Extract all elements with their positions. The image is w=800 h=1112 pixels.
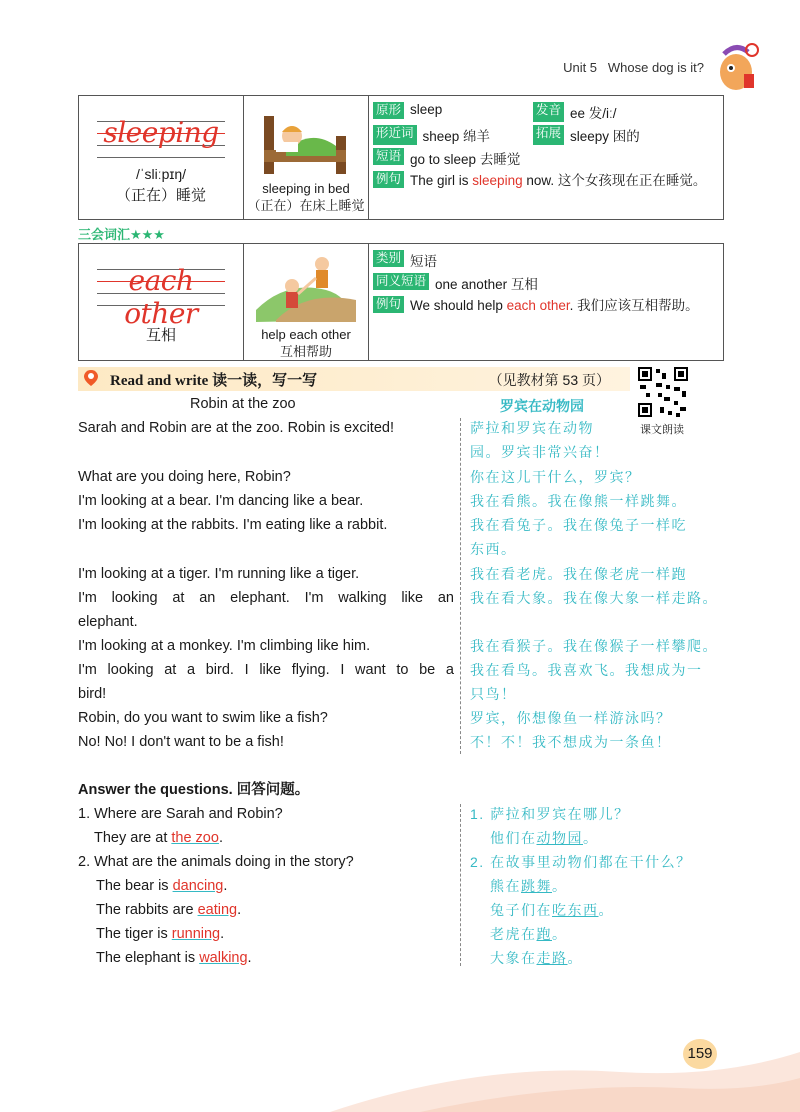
mascot-illustration: [714, 40, 760, 92]
word-cell: [79, 244, 244, 361]
tag-example: 例句: [373, 171, 404, 188]
story-line-cn: 我在看兔子。我在像兔子一样吃: [470, 517, 687, 533]
answer-highlight-cn: 跳舞: [521, 878, 552, 894]
synonym: one another 互相: [435, 277, 538, 292]
answer-text-post: .: [218, 830, 223, 846]
example-highlight: each other: [506, 298, 570, 313]
pronunciation: ee 发/iː/: [570, 106, 617, 121]
answer-highlight: the zoo: [171, 830, 219, 846]
example-text-post: . 我们应该互相帮助。: [569, 298, 699, 313]
answer-2-line: [96, 874, 227, 898]
children-helping-illustration: [256, 250, 356, 322]
story-line: Robin, do you want to swim like a fish?: [78, 710, 328, 726]
textbook-reference: （见教材第 53 页）: [488, 372, 610, 388]
extension: sleepy 困的: [570, 129, 640, 144]
story-line: I'm looking at a bear. I'm dancing like a bear.: [78, 493, 364, 509]
answer-highlight-cn: 跑: [536, 926, 552, 942]
answer-highlight-cn: 动物园: [536, 830, 583, 846]
answer-text: The elephant is: [96, 950, 200, 966]
story-line-cn: 你在这儿干什么，罗宾？: [470, 469, 641, 485]
answer-1: [94, 826, 223, 850]
picture-cell: [244, 96, 369, 220]
question-2-cn: 2. 在故事里动物们都在干什么？: [470, 854, 692, 870]
tag-similar-word: 形近词: [373, 125, 417, 145]
image-caption-cn: 互相帮助: [279, 344, 332, 359]
category: 短语: [410, 254, 438, 269]
answer-2-line: [96, 946, 252, 970]
boy-sleeping-illustration: [256, 106, 356, 176]
tag-example: 例句: [373, 296, 404, 313]
story-line-cn: 东西。: [470, 541, 517, 557]
answer-highlight: eating: [197, 902, 238, 918]
answer-text-cn: 熊在: [490, 878, 521, 894]
example-sentence: [410, 296, 699, 316]
story-line: I'm looking at a bird. I like flying. I want to be a: [78, 662, 454, 678]
answer-text: They are at: [94, 830, 172, 846]
story-line: I'm looking at the rabbits. I'm eating like a rabbit.: [78, 517, 388, 533]
story-line-cn: 园。罗宾非常兴奋！: [470, 444, 610, 460]
story-line-cn: 萨拉和罗宾在动物: [470, 420, 594, 436]
answers-heading: Answer the questions. 回答问题。: [78, 782, 310, 798]
answer-text-cn-post: 。: [552, 878, 568, 894]
vocab-card-sleeping: [78, 95, 724, 220]
vocab-word: each other: [124, 264, 198, 330]
answer-highlight-cn: 吃东西: [552, 902, 599, 918]
answer-text: The rabbits are: [96, 902, 198, 918]
level-label: 三会词汇★★★: [78, 227, 165, 242]
page-number: 159: [683, 1039, 717, 1069]
story-line-cn: 不！不！我不想成为一条鱼！: [470, 734, 672, 750]
tag-phrase: 短语: [373, 148, 404, 165]
unit-label: Unit 5: [563, 60, 598, 75]
running-header: [563, 60, 704, 75]
word-meaning: （正在）睡觉: [115, 187, 206, 204]
story-line-cn: 只鸟！: [470, 686, 517, 702]
story-line: I'm looking at a tiger. I'm running like a tiger.: [78, 566, 360, 582]
info-cell: [369, 244, 724, 361]
example-sentence: [410, 171, 706, 191]
answer-2-line: [96, 898, 241, 922]
story-line: bird!: [78, 686, 107, 702]
answer-text-cn-post: 。: [552, 926, 568, 942]
question-2: 2. What are the animals doing in the story?: [78, 854, 354, 870]
answer-text-cn: 他们在: [490, 830, 537, 846]
qr-code-icon[interactable]: [636, 365, 690, 419]
story-line-cn: 罗宾，你想像鱼一样游泳吗？: [470, 710, 672, 726]
story-line: I'm looking at an elephant. I'm walking like an: [78, 590, 454, 606]
base-form: sleep: [410, 102, 443, 117]
story-line: No! No! I don't want to be a fish!: [78, 734, 284, 750]
story-line-cn: 我在看猴子。我在像猴子一样攀爬。: [470, 638, 718, 654]
story-line: I'm looking at a monkey. I'm climbing like him.: [78, 638, 371, 654]
answer-text-post: .: [220, 926, 225, 942]
answer-1-cn: [490, 826, 746, 850]
story-line: Sarah and Robin are at the zoo. Robin is excited!: [78, 420, 394, 436]
column-divider: [460, 804, 461, 966]
answer-text-cn: 兔子们在: [490, 902, 552, 918]
word-cell: [79, 96, 244, 220]
location-pin-icon: [82, 369, 100, 387]
answer-text: The bear is: [96, 878, 173, 894]
info-cell: [369, 96, 724, 220]
answer-2-cn: [490, 898, 746, 922]
unit-title: Whose dog is it?: [607, 60, 704, 75]
image-caption-en: sleeping in bed: [262, 181, 350, 196]
vocab-card-each-other: [78, 243, 724, 361]
qr-label: 课文朗读: [640, 424, 684, 436]
section-banner: [78, 367, 630, 391]
answer-text: The tiger is: [96, 926, 172, 942]
image-caption-en: help each other: [261, 327, 351, 342]
answer-text-cn-post: 。: [583, 830, 599, 846]
answer-text-cn: 老虎在: [490, 926, 537, 942]
answer-highlight: dancing: [172, 878, 224, 894]
question-1-cn: 1. 萨拉和罗宾在哪儿？: [470, 806, 630, 822]
tag-extension: 拓展: [533, 125, 564, 145]
answer-2-cn: [490, 946, 746, 970]
phrase: go to sleep 去睡觉: [410, 152, 521, 167]
example-text-post: now. 这个女孩现在正在睡觉。: [522, 173, 707, 188]
story-line: What are you doing here, Robin?: [78, 469, 291, 485]
example-highlight: sleeping: [472, 173, 523, 188]
image-caption-cn: （正在）在床上睡觉: [247, 198, 365, 213]
tag-category: 类别: [373, 250, 404, 267]
tag-pronunciation: 发音: [533, 102, 564, 122]
story-title-en: Robin at the zoo: [190, 396, 296, 412]
answer-highlight: walking: [199, 950, 248, 966]
story-line-cn: 我在看老虎。我在像老虎一样跑: [470, 566, 687, 582]
phonetic: /ˈsliːpɪŋ/: [135, 166, 187, 182]
answer-text-cn-post: 。: [567, 950, 583, 966]
vocab-word: sleeping: [103, 116, 219, 149]
tag-synonym: 同义短语: [373, 273, 429, 290]
section-title: Read and write 读一读，写一写: [110, 373, 318, 389]
story-line-cn: 我在看熊。我在像熊一样跳舞。: [470, 493, 687, 509]
example-text: The girl is: [410, 173, 473, 188]
similar-word: sheep 绵羊: [422, 129, 491, 144]
story-line-cn: 我在看大象。我在像大象一样走路。: [470, 590, 718, 606]
column-divider: [460, 418, 461, 754]
answer-2-cn: [490, 922, 746, 946]
story-line-cn: 我在看鸟。我喜欢飞。我想成为一: [470, 662, 703, 678]
example-text: We should help: [410, 298, 507, 313]
story-title-cn: 罗宾在动物园: [500, 398, 584, 414]
question-1: 1. Where are Sarah and Robin?: [78, 806, 283, 822]
tag-base-form: 原形: [373, 102, 404, 119]
answer-text-cn: 大象在: [490, 950, 537, 966]
answer-highlight: running: [171, 926, 221, 942]
story-line: elephant.: [78, 614, 138, 630]
answer-text-post: .: [237, 902, 242, 918]
answer-2-line: [96, 922, 224, 946]
answer-highlight-cn: 走路: [536, 950, 568, 966]
answer-text-post: .: [223, 878, 228, 894]
answer-text-cn-post: 。: [598, 902, 614, 918]
answer-2-cn: [490, 874, 746, 898]
answer-text-post: .: [247, 950, 252, 966]
word-meaning: 互相: [145, 327, 176, 344]
picture-cell: [244, 244, 369, 361]
footer-wave-decoration: [0, 1022, 800, 1112]
